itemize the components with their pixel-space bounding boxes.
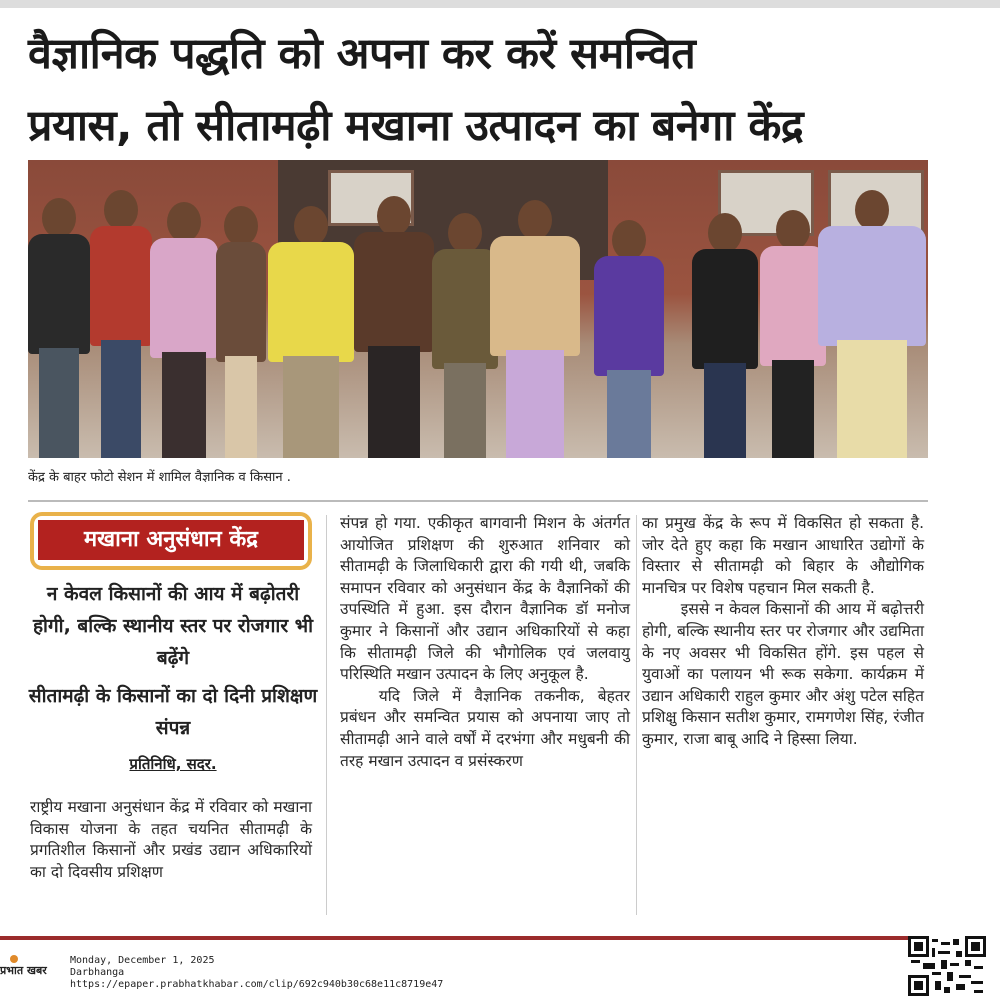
- article-column-3: [642, 513, 924, 751]
- person: [432, 213, 498, 458]
- person: [692, 213, 758, 458]
- headline-line-2: प्रयास, तो सीतामढ़ी मखाना उत्पादन का बनेगा केंद्र: [28, 101, 804, 151]
- paragraph: का प्रमुख केंद्र के रूप में विकसित हो सकता है. जोर देते हुए कहा कि मखान आधारित उद्योगों के विस्तार से सीतामढ़ी को बिहार के औद्योगिक मानचित्र पर विशेष पहचान मिल सकती है.: [642, 514, 924, 597]
- paragraph: संपन्न हो गया. एकीकृत बागवानी मिशन के अंतर्गत आयोजित प्रशिक्षण की शुरुआत शनिवार को सीतामढ़ी के जिलाधिकारी द्वारा की गयी थी, जबकि समापन रविवार को अनुसंधान केंद्र के वैज्ञानिकों की उपस्थिति में हुआ. इस दौरान वैज्ञानिक डॉ मनोज कुमार ने किसानों और उद्यान अधिकारियों से कहा कि सीतामढ़ी जिले की भौगोलिक एवं जलवायु परिस्थिति मखान उत्पादन के लिए अनुकूल है.: [340, 514, 630, 684]
- group-photo: [28, 160, 928, 458]
- edition: Darbhanga: [70, 967, 125, 978]
- article-column-1: [30, 797, 312, 883]
- paragraph: इससे न केवल किसानों की आय में बढ़ोत्तरी होगी, बल्कि स्थानीय स्तर पर रोजगार और उद्यमिता के नए अवसर भी विकसित होंगे. इस पहल से युवाओं का पलायन भी रूक सकेगा. कार्यक्रम में उद्यान अधिकारी राहुल कुमार और अंशु पटेल सहित प्रशिक्षु किसान सतीश कुमार, रामगणेश सिंह, रंजीत कुमार, राजा बाबू आदि ने हिस्सा लिया.: [642, 600, 924, 748]
- qr-code-icon[interactable]: [908, 936, 986, 996]
- person: [216, 206, 266, 458]
- clip-url[interactable]: https://epaper.prabhatkhabar.com/clip/692c940b30c68e11c8719e47: [70, 979, 444, 990]
- paragraph: यदि जिले में वैज्ञानिक तकनीक, बेहतर प्रबंधन और समन्वित प्रयास को अपनाया जाए तो सीतामढ़ी आने वाले वर्षों में दरभंगा और मधुबनी की तरह मखान उत्पादन व प्रसंस्करण: [340, 686, 630, 770]
- section-divider: [28, 500, 928, 502]
- article-column-2: [340, 513, 630, 772]
- column-divider: [326, 515, 327, 915]
- person: [268, 206, 354, 458]
- footer-rule: [0, 936, 950, 940]
- person: [490, 200, 580, 458]
- paragraph: राष्ट्रीय मखाना अनुसंधान केंद्र में रविवार को मखाना विकास योजना के तहत चयनित सीतामढ़ी के प्रगतिशील किसानों और प्रखंड उद्यान अधिकारियों का दो दिवसीय प्रशिक्षण: [30, 798, 312, 881]
- person: [28, 198, 90, 458]
- person: [150, 202, 218, 458]
- kicker-label: मखाना अनुसंधान केंद्र: [38, 520, 304, 560]
- headline-line-1: वैज्ञानिक पद्धति को अपना कर करें समन्वित: [28, 29, 696, 79]
- photo-caption: केंद्र के बाहर फोटो सेशन में शामिल वैज्ञानिक व किसान .: [28, 470, 291, 485]
- subheadline-2: सीतामढ़ी के किसानों का दो दिनी प्रशिक्षण संपन्न: [28, 685, 318, 739]
- person: [760, 210, 826, 458]
- person: [354, 196, 434, 458]
- person: [594, 220, 664, 458]
- subheadline: न केवल किसानों की आय में बढ़ोतरी होगी, बल्कि स्थानीय स्तर पर रोजगार भी बढ़ेंगे: [32, 583, 314, 669]
- top-border: [0, 0, 1000, 8]
- newspaper-logo: प्रभात खबर: [0, 964, 47, 977]
- person: [818, 190, 926, 458]
- person: [90, 190, 152, 458]
- logo-sun-icon: [10, 955, 18, 963]
- column-divider: [636, 515, 637, 915]
- headline: [28, 18, 938, 162]
- publication-date: Monday, December 1, 2025: [70, 955, 215, 966]
- byline: प्रतिनिधि, सदर.: [129, 755, 217, 773]
- clip-metadata: [70, 955, 443, 991]
